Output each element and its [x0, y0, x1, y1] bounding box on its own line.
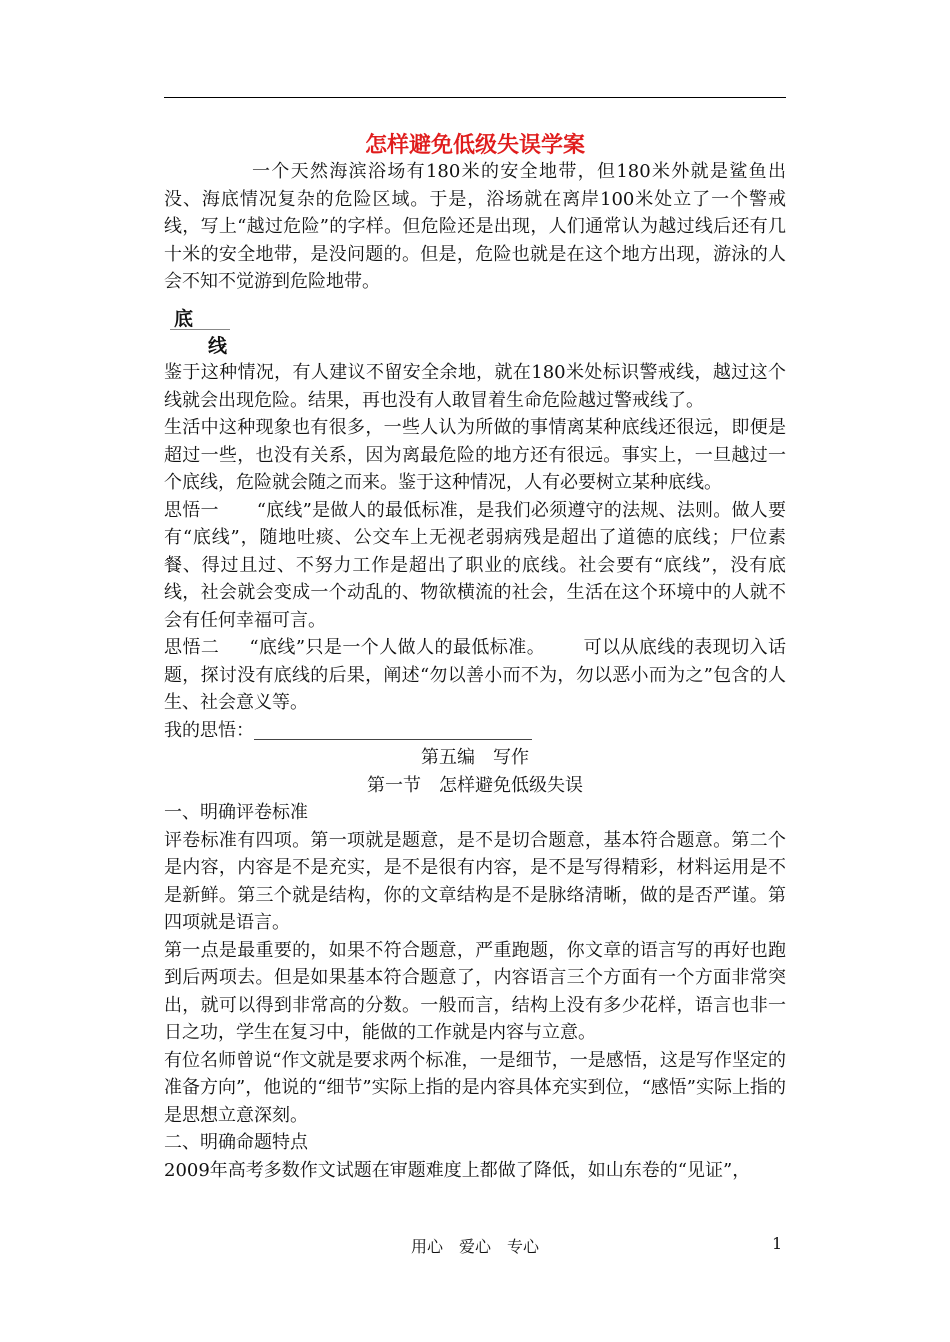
heading-2: 二、明确命题特点	[164, 1132, 308, 1153]
dixian-char-xian: 线	[208, 335, 228, 357]
my-thoughts-label: 我的思悟：	[164, 719, 254, 741]
intro-paragraph: 一个天然海滨浴场有180米的安全地带，但180米外就是鲨鱼出没、海底情况复杂的危险区域。于是，浴场就在离岸100米处立了一个警戒线，写上“越过危险”的字样。但危险还是出现，人们通常认为越过线后还有几十米的安全地带，是没问题的。但是，危险也就是在这个地方出现，游泳的人会不知不觉游到危险地带。	[164, 161, 786, 292]
page-title: 怎样避免低级失误学案	[364, 133, 585, 158]
siwu-1-text: “底线”是做人的最低标准，是我们必须遵守的法规、法则。做人要有“底线”，随地吐痰、公交车上无视老弱病残是超出了道德的底线；尸位素餐、得过且过、不努力工作是超出了职业的底线。社会要有“底线”，没有底线，社会就会变成一个动乱的、物欲横流的社会，生活在这个环境中的人就不会有任何幸福可言。	[164, 499, 787, 631]
paragraph-3: 评卷标准有四项。第一项就是题意，是不是切合题意，基本符合题意。第二个是内容，内容是不是充实，是不是很有内容，是不是写得精彩，材料运用是不是新鲜。第三个就是结构，你的文章结构是不是脉络清晰，做的是否严谨。第四项就是语言。	[164, 829, 786, 933]
paragraph-2: 生活中这种现象也有很多，一些人认为所做的事情离某种底线还很远，即便是超过一些，也没有关系，因为离最危险的地方还有很远。事实上，一旦越过一个底线，危险就会随之而来。鉴于这种情况，人有必要树立某种底线。	[164, 417, 786, 493]
page-number: 1	[772, 1234, 783, 1253]
paragraph-1: 鉴于这种情况，有人建议不留安全余地，就在180米处标识警戒线，越过这个线就会出现危险。结果，再也没有人敢冒着生命危险越过警戒线了。	[164, 362, 786, 411]
my-thoughts-line	[164, 717, 786, 745]
dixian-label	[170, 304, 230, 360]
dixian-char-di: 底	[174, 308, 194, 330]
siwu-1	[164, 497, 786, 635]
paragraph-6: 2009年高考多数作文试题在审题难度上都做了降低，如山东卷的“见证”，	[164, 1159, 751, 1181]
siwu-2-text-a: “底线”只是一个人做人的最低标准。	[249, 637, 546, 658]
paragraph-4: 第一点是最重要的，如果不符合题意，严重跑题，你文章的语言写的再好也跑到后两项去。但是如果基本符合题意了，内容语言三个方面有一个方面非常突出，就可以得到非常高的分数。一般而言，结构上没有多少花样，语言也非一日之功，学生在复习中，能做的工作就是内容与立意。	[164, 939, 786, 1043]
paragraph-5: 有位名师曾说“作文就是要求两个标准，一是细节，一是感悟，这是写作坚定的准备方向”，他说的“细节”实际上指的是内容具体充实到位，“感悟”实际上指的是思想立意深刻。	[164, 1049, 787, 1126]
intro-block	[164, 158, 786, 296]
my-thoughts-blank[interactable]	[254, 721, 532, 740]
dixian-underline	[170, 329, 230, 330]
siwu-2-label: 思悟二	[164, 637, 220, 658]
siwu-2	[164, 634, 786, 717]
siwu-2-text-b: 可以从底线的表现切入话题，探讨没有底线的后果，阐述“勿以善小而不为，勿以恶小而为之”包含的人生、社会意义等。	[164, 637, 787, 713]
main-text	[164, 359, 786, 1184]
header-rule	[164, 97, 786, 98]
heading-1: 一、明确评卷标准	[164, 802, 308, 823]
section-heading: 第一节 怎样避免低级失误	[367, 774, 583, 796]
part-heading: 第五编 写作	[421, 747, 529, 768]
footer-motto: 用心 爱心 专心	[410, 1237, 539, 1256]
siwu-1-label: 思悟一	[164, 499, 219, 521]
